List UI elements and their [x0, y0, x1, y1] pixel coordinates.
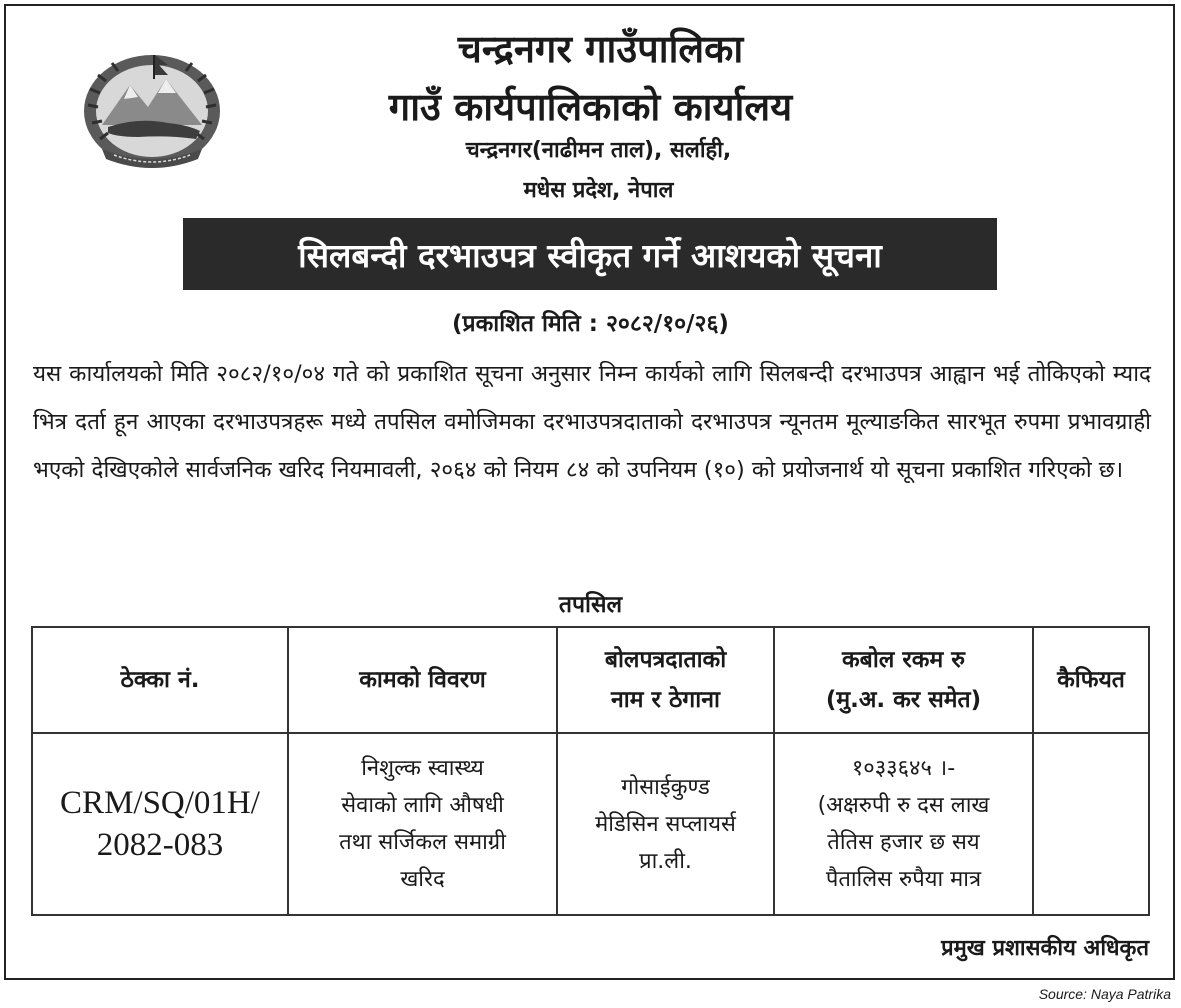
source-credit: Source: Naya Patrika	[1038, 986, 1171, 1002]
bid-table	[31, 626, 1150, 916]
header-bidder	[557, 627, 774, 733]
cell-amount	[774, 733, 1033, 915]
bidder-line-2: मेडिसिन सप्लायर्स	[595, 811, 736, 837]
amount-line-2: (अक्षरुपी रु दस लाख	[817, 793, 990, 818]
contract-no-line-1: CRM/SQ/01H/	[60, 785, 260, 821]
bidder-line-3: प्रा.ली.	[639, 848, 692, 874]
amount-line-1: १०३३६४५ ।-	[851, 756, 956, 781]
schedule-label: तपसिल	[558, 592, 623, 618]
header-amount-line-1: कबोल रकम रु	[842, 647, 965, 673]
signatory: प्रमुख प्रशासकीय अधिकृत	[941, 936, 1149, 961]
cell-bidder	[557, 733, 774, 915]
header-contract-no	[32, 627, 288, 733]
contract-no-line-2: 2082-083	[96, 827, 224, 863]
cell-work-description	[288, 733, 557, 915]
amount-line-4: पैतालिस रुपैया मात्र	[825, 867, 982, 892]
published-date: (प्रकाशित मिति : २०८२/१०/२६)	[452, 311, 729, 337]
amount-line-3: तेतिस हजार छ सय	[827, 830, 980, 855]
header-remarks-label: कैफियत	[1057, 667, 1125, 693]
office-name: चन्द्रनगर गाउँपालिका	[457, 27, 744, 71]
bidder-line-1: गोसाईकुण्ड	[621, 774, 710, 800]
address-line-2: मधेस प्रदेश, नेपाल	[523, 178, 674, 203]
cell-contract-no	[32, 733, 288, 915]
header-work-description	[288, 627, 557, 733]
work-line-2: सेवाको लागि औषधी	[341, 793, 504, 818]
cell-remarks	[1033, 733, 1149, 915]
header-amount-line-2: (मु.अ. कर समेत)	[825, 687, 982, 713]
work-line-4: खरिद	[400, 867, 445, 892]
table-row	[32, 733, 1149, 915]
header-work-description-label: कामको विवरण	[359, 667, 486, 693]
notice-title-banner	[183, 218, 997, 290]
header-contract-no-label: ठेक्का नं.	[120, 667, 200, 693]
notice-body: यस कार्यालयको मिति २०८२/१०/०४ गते को प्रकाशित सूचना अनुसार निम्न कार्यको लागि सिलबन्दी दरभाउपत्र आह्वान भई तोकिएको म्याद भित्र दर्ता हून आएका दरभाउपत्रहरू मध्ये तपसिल वमोजिमका दरभाउपत्रदाताको दरभाउपत्र न्यूनतम मूल्याङकित सारभूत रुपमा प्रभावग्राही भएको देखिएकोले सार्वजनिक खरिद नियमावली, २०६४ को नियम ८४ को उपनियम (१०) को प्रयोजनार्थ यो सूचना प्रकाशित गरिएको छ।	[33, 361, 1151, 483]
header-remarks	[1033, 627, 1149, 733]
work-line-1: निशुल्क स्वास्थ्य	[361, 756, 484, 781]
executive-office-name: गाउँ कार्यपालिकाको कार्यालय	[388, 85, 793, 129]
notice-title: सिलबन्दी दरभाउपत्र स्वीकृत गर्ने आशयको सूचना	[298, 235, 882, 275]
header-amount	[774, 627, 1033, 733]
address-line-1: चन्द्रनगर(नाढीमन ताल), सर्लाही,	[465, 138, 732, 163]
table-header-row	[32, 627, 1149, 733]
header-bidder-line-1: बोलपत्रदाताको	[604, 647, 727, 673]
work-line-3: तथा सर्जिकल समाग्री	[339, 830, 506, 855]
header-bidder-line-2: नाम र ठेगाना	[611, 687, 720, 713]
